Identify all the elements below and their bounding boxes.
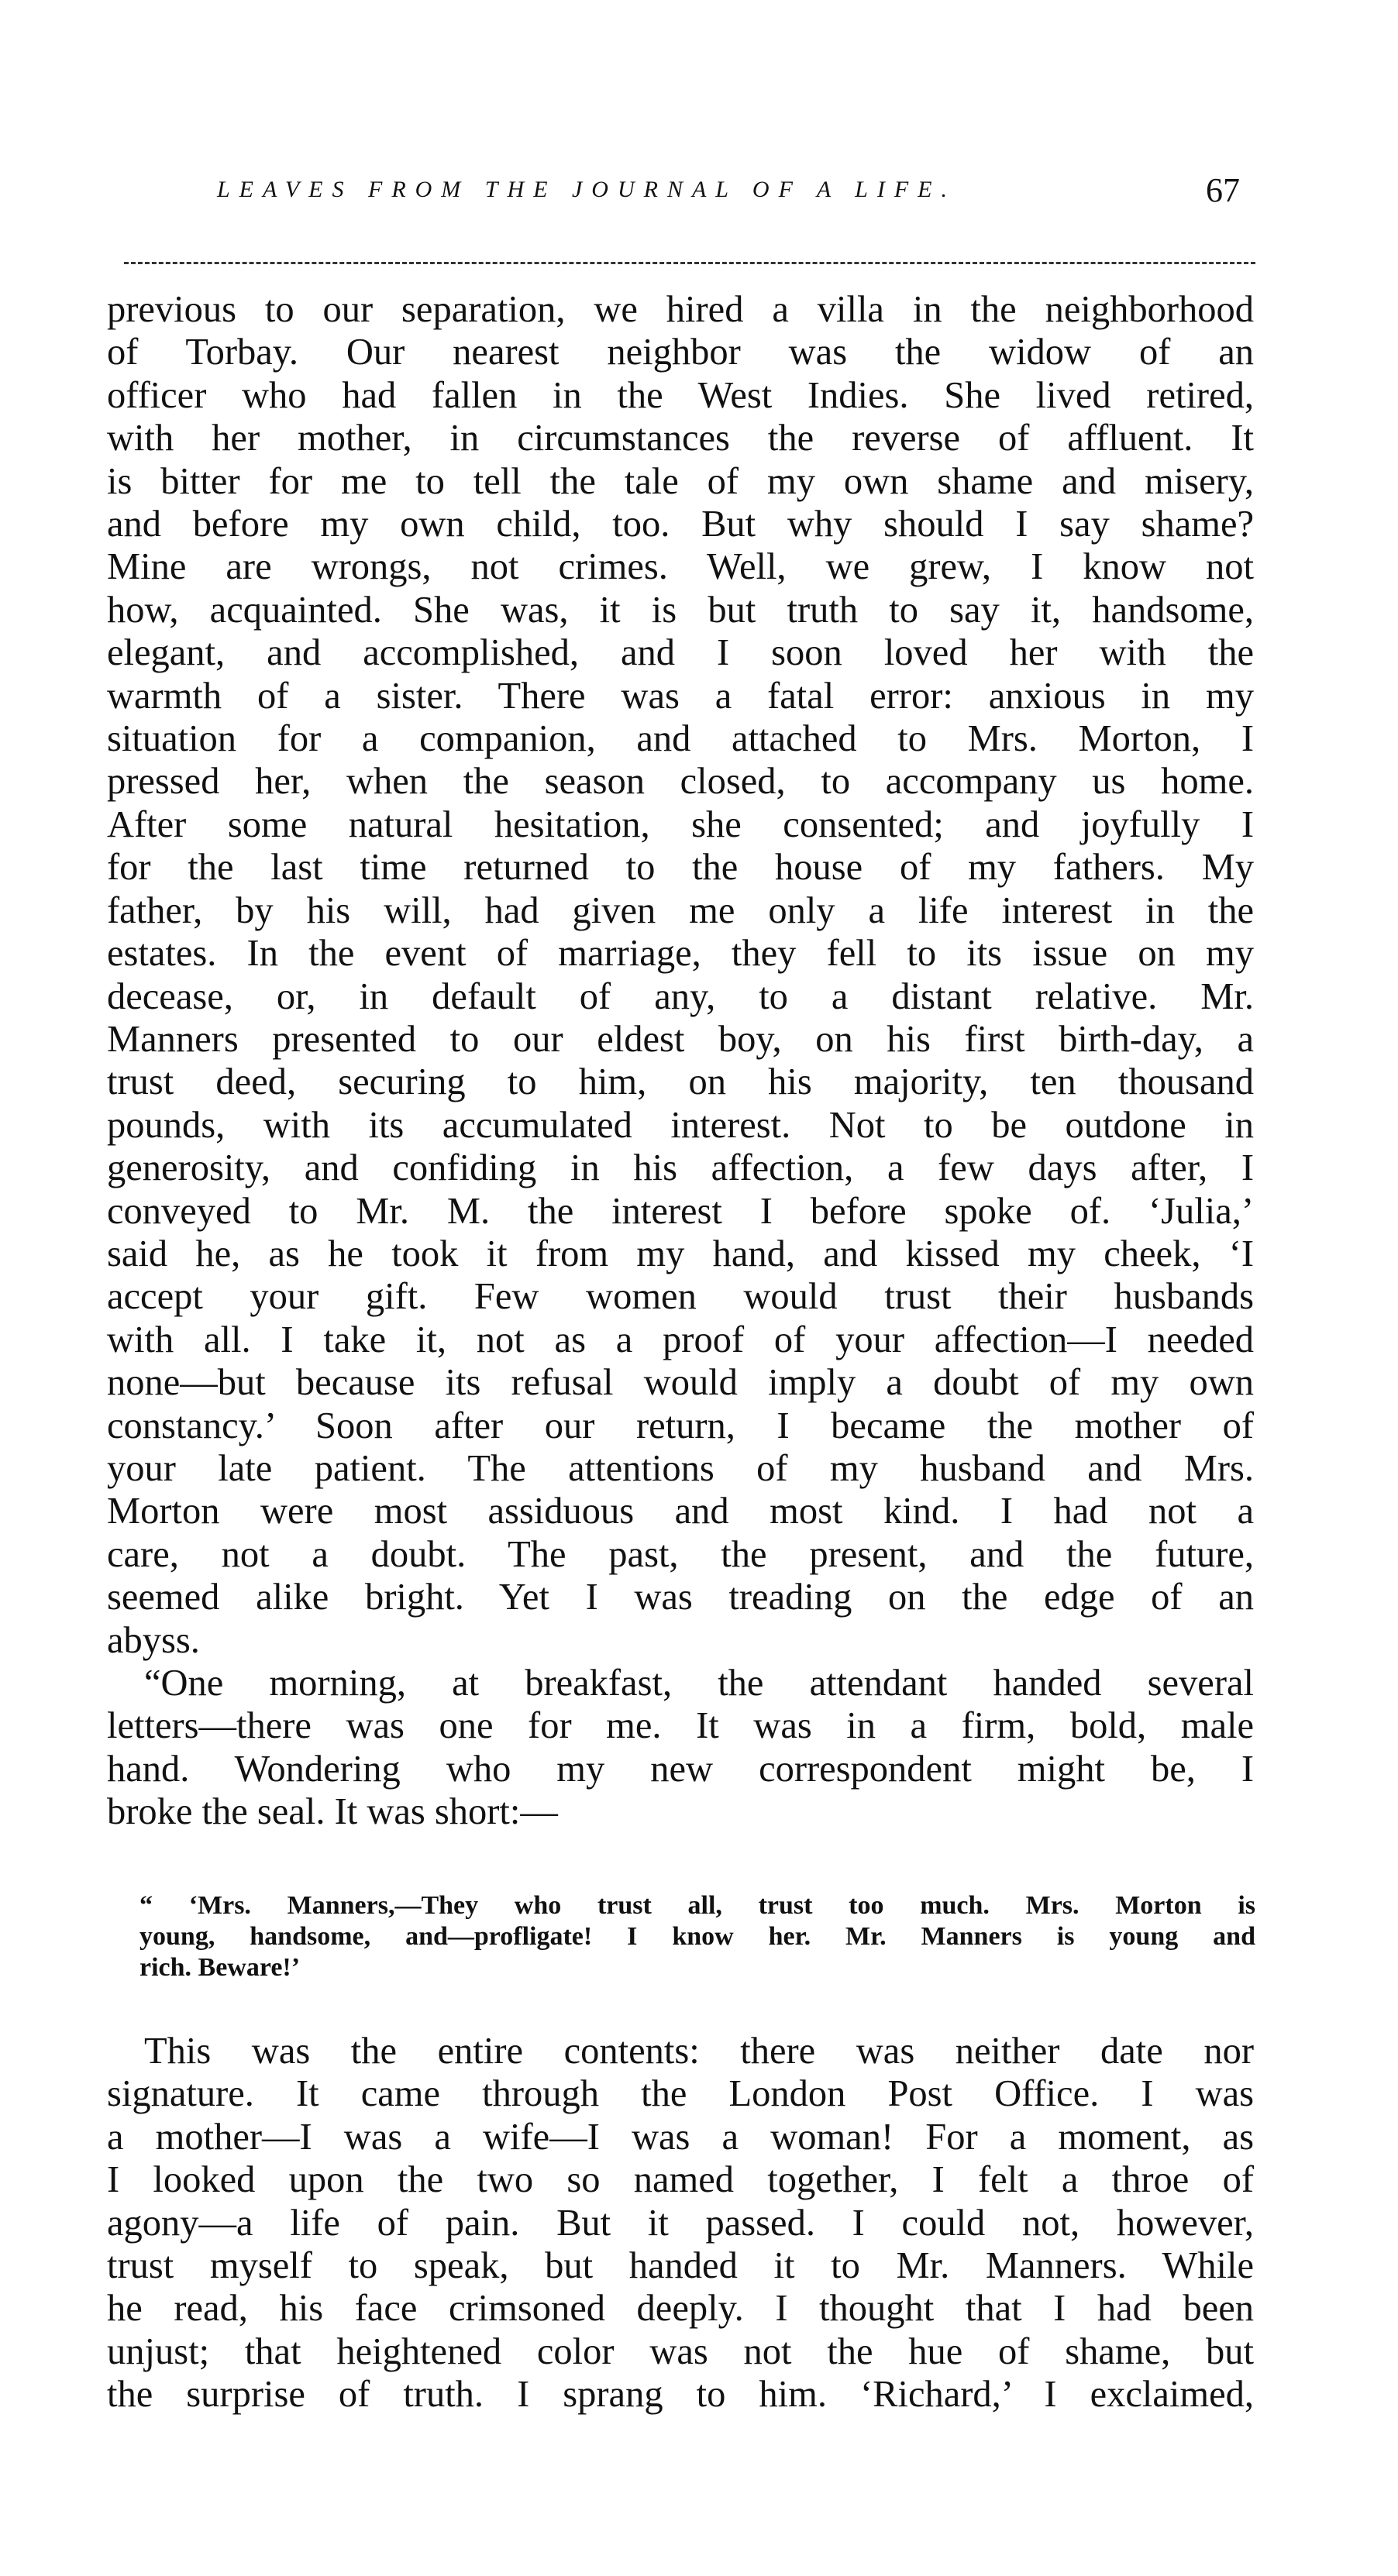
text-line: your late patient. The attentions of my husband and Mrs. bbox=[107, 1447, 1254, 1489]
quote-line: rich. Beware!’ bbox=[139, 1953, 301, 1982]
text-line: letters—there was one for me. It was in a firm, bold, male bbox=[107, 1705, 1254, 1747]
text-line: Mine are wrongs, not crimes. Well, we grew, I know not bbox=[107, 546, 1254, 588]
text-line: Manners presented to our eldest boy, on his first birth-day, a bbox=[107, 1018, 1254, 1060]
text-line: he read, his face crimsoned deeply. I thought that I had been bbox=[107, 2288, 1254, 2330]
text-line: agony—a life of pain. But it passed. I could not, however, bbox=[107, 2202, 1254, 2244]
text-line: pounds, with its accumulated interest. Not to be outdone in bbox=[107, 1104, 1254, 1146]
text-line: with all. I take it, not as a proof of your affection—I needed bbox=[107, 1319, 1254, 1360]
text-line: situation for a companion, and attached to Mrs. Morton, I bbox=[107, 718, 1254, 760]
text-line: of Torbay. Our nearest neighbor was the widow of an bbox=[107, 332, 1254, 373]
text-line: trust myself to speak, but handed it to Mr. Manners. While bbox=[107, 2245, 1254, 2287]
text-line: Morton were most assiduous and most kind. I had not a bbox=[107, 1491, 1254, 1532]
text-line: accept your gift. Few women would trust their husbands bbox=[107, 1276, 1254, 1318]
text-line: broke the seal. It was short:— bbox=[107, 1791, 558, 1833]
text-line: the surprise of truth. I sprang to him. ‘Richard,’ I exclaimed, bbox=[107, 2374, 1254, 2416]
text-line: hand. Wondering who my new correspondent might be, I bbox=[107, 1748, 1254, 1790]
text-line: generosity, and confiding in his affection, a few days after, I bbox=[107, 1147, 1254, 1189]
quoted-letter bbox=[139, 1890, 1255, 1983]
text-line: signature. It came through the London Post Office. I was bbox=[107, 2073, 1254, 2115]
text-line: abyss. bbox=[107, 1619, 200, 1661]
text-line: This was the entire contents: there was neither date nor bbox=[144, 2031, 1254, 2072]
text-line: conveyed to Mr. M. the interest I before spoke of. ‘Julia,’ bbox=[107, 1190, 1254, 1232]
text-line: elegant, and accomplished, and I soon loved her with the bbox=[107, 632, 1254, 674]
text-line: warmth of a sister. There was a fatal error: anxious in my bbox=[107, 675, 1254, 717]
text-line: I looked upon the two so named together, I felt a throe of bbox=[107, 2159, 1254, 2201]
text-line: officer who had fallen in the West Indies. She lived retired, bbox=[107, 374, 1254, 416]
text-line: pressed her, when the season closed, to accompany us home. bbox=[107, 761, 1254, 803]
quote-line: young, handsome, and—profligate! I know her. Mr. Manners is young and bbox=[139, 1922, 1255, 1951]
running-head bbox=[124, 171, 1255, 223]
text-line: seemed alike bright. Yet I was treading on the edge of an bbox=[107, 1577, 1254, 1618]
quote-line: “ ‘Mrs. Manners,—They who trust all, trust too much. Mrs. Morton is bbox=[139, 1891, 1255, 1920]
text-line: After some natural hesitation, she consented; and joyfully I bbox=[107, 803, 1254, 845]
text-line: none—but because its refusal would imply a doubt of my own bbox=[107, 1362, 1254, 1404]
text-line: estates. In the event of marriage, they fell to its issue on my bbox=[107, 933, 1254, 975]
text-line: father, by his will, had given me only a life interest in the bbox=[107, 889, 1254, 931]
page-number: 67 bbox=[1206, 171, 1240, 209]
paragraph-3 bbox=[107, 2030, 1254, 2416]
text-line: with her mother, in circumstances the reverse of affluent. It bbox=[107, 418, 1254, 459]
text-line: “One morning, at breakfast, the attendant handed several bbox=[144, 1663, 1254, 1704]
text-line: care, not a doubt. The past, the present, and the future, bbox=[107, 1533, 1254, 1575]
text-line: for the last time returned to the house of my fathers. My bbox=[107, 847, 1254, 889]
header-rule bbox=[124, 262, 1255, 264]
text-line: how, acquainted. She was, it is but truth to say it, handsome, bbox=[107, 589, 1254, 631]
text-line: said he, as he took it from my hand, and kissed my cheek, ‘I bbox=[107, 1233, 1254, 1274]
text-line: trust deed, securing to him, on his majority, ten thousand bbox=[107, 1061, 1254, 1103]
text-line: and before my own child, too. But why should I say shame? bbox=[107, 504, 1254, 545]
text-line: previous to our separation, we hired a villa in the neighborhood bbox=[107, 289, 1254, 330]
text-line: is bitter for me to tell the tale of my own shame and misery, bbox=[107, 460, 1254, 502]
text-line: a mother—I was a wife—I was a woman! For a moment, as bbox=[107, 2116, 1254, 2158]
text-line: decease, or, in default of any, to a distant relative. Mr. bbox=[107, 975, 1254, 1017]
paragraph-1 bbox=[107, 288, 1254, 1834]
text-line: unjust; that heightened color was not the hue of shame, but bbox=[107, 2330, 1254, 2372]
text-line: constancy.’ Soon after our return, I became the mother of bbox=[107, 1405, 1254, 1446]
running-title: LEAVES FROM THE JOURNAL OF A LIFE. bbox=[217, 177, 956, 202]
